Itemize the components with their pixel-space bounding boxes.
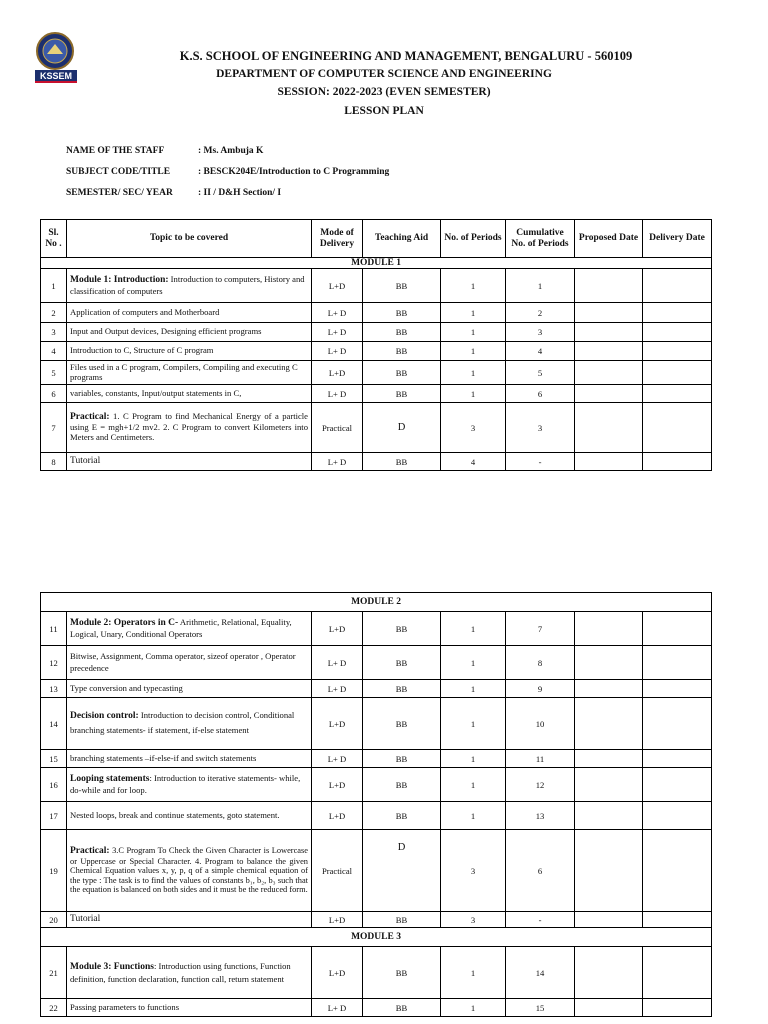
topic-cell [67, 947, 312, 999]
aid-cell: BB [363, 999, 441, 1017]
proposed-date-cell [575, 303, 643, 323]
table-row [41, 750, 712, 768]
lesson-plan-table-module1 [40, 219, 712, 471]
cumulative-cell: - [506, 912, 575, 928]
mode-cell: Practical [312, 403, 363, 453]
topic-cell: Tutorial [67, 453, 312, 471]
table-row [41, 403, 712, 453]
proposed-date-cell [575, 342, 643, 361]
delivery-date-cell [643, 999, 712, 1017]
table-row [41, 947, 712, 999]
mode-cell: L+ D [312, 323, 363, 342]
mode-cell: L+ D [312, 999, 363, 1017]
col-delivery-date: Delivery Date [643, 220, 712, 258]
periods-cell: 1 [441, 361, 506, 385]
department-name: DEPARTMENT OF COMPUTER SCIENCE AND ENGINEERING [216, 68, 552, 80]
proposed-date-cell [575, 802, 643, 830]
cumulative-cell: 3 [506, 403, 575, 453]
sl-cell: 16 [41, 768, 67, 802]
topic-cell: Type conversion and typecasting [67, 680, 312, 698]
topic-cell: Input and Output devices, Designing efficient programs [67, 323, 312, 342]
staff-name-line [66, 146, 263, 156]
subject-line [66, 167, 389, 177]
aid-cell: BB [363, 947, 441, 999]
delivery-date-cell [643, 802, 712, 830]
aid-cell: BB [363, 802, 441, 830]
topic-bold: Module 1: Introduction: [70, 274, 169, 285]
cumulative-cell: 12 [506, 768, 575, 802]
mode-cell: L+D [312, 802, 363, 830]
cumulative-cell: 3 [506, 323, 575, 342]
aid-cell: BB [363, 612, 441, 646]
topic-cell [67, 612, 312, 646]
aid-cell: BB [363, 768, 441, 802]
periods-cell: 1 [441, 612, 506, 646]
svg-text:KSSEM: KSSEM [39, 71, 73, 81]
topic-bold: Practical: [70, 412, 110, 423]
cumulative-cell: 13 [506, 802, 575, 830]
proposed-date-cell [575, 361, 643, 385]
col-cumulative: Cumulative No. of Periods [506, 220, 575, 258]
cumulative-cell: 6 [506, 830, 575, 912]
aid-cell: BB [363, 361, 441, 385]
aid-cell: BB [363, 269, 441, 303]
proposed-date-cell [575, 453, 643, 471]
college-name: K.S. SCHOOL OF ENGINEERING AND MANAGEMENT, BENGALURU - 560109 [179, 49, 633, 63]
aid-cell: D [363, 403, 441, 453]
sl-cell: 3 [41, 323, 67, 342]
col-proposed-date: Proposed Date [575, 220, 643, 258]
periods-cell: 1 [441, 680, 506, 698]
topic-bold: Practical: [70, 846, 110, 857]
periods-cell: 1 [441, 999, 506, 1017]
sl-cell: 15 [41, 750, 67, 768]
periods-cell: 3 [441, 830, 506, 912]
periods-cell: 1 [441, 698, 506, 750]
table-row [41, 303, 712, 323]
proposed-date-cell [575, 680, 643, 698]
cumulative-cell: 2 [506, 303, 575, 323]
mode-cell: L+ D [312, 750, 363, 768]
mode-cell: L+D [312, 947, 363, 999]
proposed-date-cell [575, 698, 643, 750]
periods-cell: 1 [441, 269, 506, 303]
sl-cell: 14 [41, 698, 67, 750]
table-row [41, 999, 712, 1017]
topic-cell: variables, constants, Input/output statements in C, [67, 385, 312, 403]
delivery-date-cell [643, 612, 712, 646]
cumulative-cell: 10 [506, 698, 575, 750]
sl-cell: 1 [41, 269, 67, 303]
table-row [41, 453, 712, 471]
topic-cell: branching statements –if-else-if and switch statements [67, 750, 312, 768]
info-key: SUBJECT CODE/TITLE [66, 167, 171, 177]
mode-cell: L+ D [312, 342, 363, 361]
aid-cell: BB [363, 323, 441, 342]
topic-text: Arithmetic, Relational, Equality, Logical, Unary, Conditional Operators [70, 616, 292, 640]
proposed-date-cell [575, 403, 643, 453]
topic-cell: Tutorial [67, 912, 312, 928]
periods-cell: 3 [441, 912, 506, 928]
col-aid: Teaching Aid [363, 220, 441, 258]
table-row [41, 698, 712, 750]
aid-cell: BB [363, 750, 441, 768]
mode-cell: L+ D [312, 646, 363, 680]
table-row [41, 612, 712, 646]
topic-cell: Introduction to C, Structure of C program [67, 342, 312, 361]
mode-cell: L+ D [312, 303, 363, 323]
col-mode: Mode of Delivery [312, 220, 363, 258]
topic-cell [67, 269, 312, 303]
delivery-date-cell [643, 830, 712, 912]
topic-cell [67, 403, 312, 453]
sl-cell: 17 [41, 802, 67, 830]
periods-cell: 1 [441, 646, 506, 680]
topic-bold: Module 2: Operators in C- [70, 617, 179, 628]
delivery-date-cell [643, 303, 712, 323]
topic-text: Introduction to decision control, Conditional branching statements- if statement, if-else statement [70, 710, 295, 736]
sl-cell: 19 [41, 830, 67, 912]
sl-cell: 20 [41, 912, 67, 928]
module-title: MODULE 2 [41, 593, 712, 612]
table-row [41, 830, 712, 912]
aid-cell: BB [363, 912, 441, 928]
proposed-date-cell [575, 323, 643, 342]
lesson-plan-table-module2 [40, 592, 712, 1017]
table-row [41, 361, 712, 385]
periods-cell: 3 [441, 403, 506, 453]
mode-cell: L+D [312, 612, 363, 646]
mode-cell: L+ D [312, 680, 363, 698]
table-row [41, 912, 712, 928]
proposed-date-cell [575, 612, 643, 646]
periods-cell: 1 [441, 750, 506, 768]
topic-text: Introduction to computers, History and classification of computers [70, 273, 305, 297]
delivery-date-cell [643, 750, 712, 768]
sl-cell: 22 [41, 999, 67, 1017]
info-value: : Ms. Ambuja K [198, 146, 264, 156]
info-key: SEMESTER/ SEC/ YEAR [66, 188, 173, 198]
table-row [41, 323, 712, 342]
periods-cell: 1 [441, 947, 506, 999]
sl-cell: 7 [41, 403, 67, 453]
topic-cell: Application of computers and Motherboard [67, 303, 312, 323]
cumulative-cell: 4 [506, 342, 575, 361]
table-row [41, 385, 712, 403]
periods-cell: 1 [441, 303, 506, 323]
topic-bold: Module 3: Functions [70, 962, 154, 973]
cumulative-cell: 7 [506, 612, 575, 646]
proposed-date-cell [575, 385, 643, 403]
aid-cell: BB [363, 342, 441, 361]
aid-cell: BB [363, 680, 441, 698]
col-topic: Topic to be covered [67, 220, 312, 258]
sl-cell: 21 [41, 947, 67, 999]
periods-cell: 1 [441, 802, 506, 830]
proposed-date-cell [575, 830, 643, 912]
topic-cell: Passing parameters to functions [67, 999, 312, 1017]
cumulative-cell: 1 [506, 269, 575, 303]
periods-cell: 1 [441, 768, 506, 802]
topic-cell: Nested loops, break and continue statements, goto statement. [67, 802, 312, 830]
table-row [41, 680, 712, 698]
proposed-date-cell [575, 768, 643, 802]
mode-cell: L+D [312, 269, 363, 303]
sl-cell: 8 [41, 453, 67, 471]
mode-cell: L+D [312, 768, 363, 802]
proposed-date-cell [575, 750, 643, 768]
sl-cell: 6 [41, 385, 67, 403]
delivery-date-cell [643, 403, 712, 453]
aid-cell: BB [363, 385, 441, 403]
module-heading-row [41, 258, 712, 269]
session-label: SESSION: 2022-2023 (EVEN SEMESTER) [277, 86, 491, 98]
module-heading-row [41, 593, 712, 612]
sl-cell: 5 [41, 361, 67, 385]
table-row [41, 646, 712, 680]
table-header-row [41, 220, 712, 258]
info-key: NAME OF THE STAFF [66, 146, 165, 156]
sl-cell: 4 [41, 342, 67, 361]
proposed-date-cell [575, 269, 643, 303]
sl-cell: 13 [41, 680, 67, 698]
sl-cell: 2 [41, 303, 67, 323]
aid-cell: BB [363, 453, 441, 471]
document-title: LESSON PLAN [344, 105, 424, 117]
delivery-date-cell [643, 342, 712, 361]
module-title: MODULE 3 [41, 928, 712, 947]
cumulative-cell: - [506, 453, 575, 471]
topic-text: : Introduction to iterative statements- while, do-while and for loop. [70, 772, 301, 796]
cumulative-cell: 8 [506, 646, 575, 680]
topic-cell [67, 768, 312, 802]
proposed-date-cell [575, 646, 643, 680]
mode-cell: L+D [312, 361, 363, 385]
sl-cell: 12 [41, 646, 67, 680]
mode-cell: L+ D [312, 453, 363, 471]
periods-cell: 1 [441, 342, 506, 361]
topic-bold: Decision control: [70, 711, 139, 722]
info-value: : II / D&H Section/ I [198, 188, 282, 198]
cumulative-cell: 5 [506, 361, 575, 385]
topic-cell: Bitwise, Assignment, Comma operator, sizeof operator , Operator precedence [67, 646, 312, 680]
delivery-date-cell [643, 361, 712, 385]
proposed-date-cell [575, 999, 643, 1017]
aid-cell: BB [363, 698, 441, 750]
cumulative-cell: 6 [506, 385, 575, 403]
topic-text: 3.C Program To Check the Given Character is Lowercase or Uppercase or Special Character. 4. Program to balance the given Chemical Equation values x, y, p, q of a simple chemical equation of the type : The task is to find the values of constants b₁, b₂, b₃ such that the equation is balanced on both sides and it must be the reduced form. [70, 846, 308, 895]
delivery-date-cell [643, 947, 712, 999]
module-heading-row [41, 928, 712, 947]
table-row [41, 802, 712, 830]
cumulative-cell: 11 [506, 750, 575, 768]
col-sl: Sl. No . [41, 220, 67, 258]
table-row [41, 269, 712, 303]
delivery-date-cell [643, 680, 712, 698]
table-row [41, 342, 712, 361]
periods-cell: 1 [441, 385, 506, 403]
topic-cell [67, 830, 312, 912]
proposed-date-cell [575, 912, 643, 928]
delivery-date-cell [643, 385, 712, 403]
cumulative-cell: 15 [506, 999, 575, 1017]
mode-cell: L+D [312, 912, 363, 928]
module-title: MODULE 1 [41, 258, 712, 269]
topic-cell: Files used in a C program, Compilers, Compiling and executing C programs [67, 361, 312, 385]
mode-cell: Practical [312, 830, 363, 912]
delivery-date-cell [643, 269, 712, 303]
sl-cell: 11 [41, 612, 67, 646]
table-row [41, 768, 712, 802]
cumulative-cell: 9 [506, 680, 575, 698]
semester-line [66, 188, 281, 198]
delivery-date-cell [643, 768, 712, 802]
aid-cell: D [363, 830, 441, 912]
topic-cell [67, 698, 312, 750]
delivery-date-cell [643, 912, 712, 928]
delivery-date-cell [643, 646, 712, 680]
periods-cell: 1 [441, 323, 506, 342]
proposed-date-cell [575, 947, 643, 999]
col-periods: No. of Periods [441, 220, 506, 258]
topic-text: 1. C Program to find Mechanical Energy of a particle using E = mgh+1/2 mv2. 2. C Program to convert Kilometers into Meters and Centimeters. [70, 411, 308, 442]
mode-cell: L+D [312, 698, 363, 750]
mode-cell: L+ D [312, 385, 363, 403]
topic-bold: Looping statements [70, 773, 150, 784]
cumulative-cell: 14 [506, 947, 575, 999]
topic-text: : Introduction using functions, Function definition, function declaration, function call, return statement [70, 961, 291, 984]
aid-cell: BB [363, 303, 441, 323]
periods-cell: 4 [441, 453, 506, 471]
aid-cell: BB [363, 646, 441, 680]
delivery-date-cell [643, 698, 712, 750]
delivery-date-cell [643, 323, 712, 342]
delivery-date-cell [643, 453, 712, 471]
info-value: : BESCK204E/Introduction to C Programming [198, 167, 390, 177]
